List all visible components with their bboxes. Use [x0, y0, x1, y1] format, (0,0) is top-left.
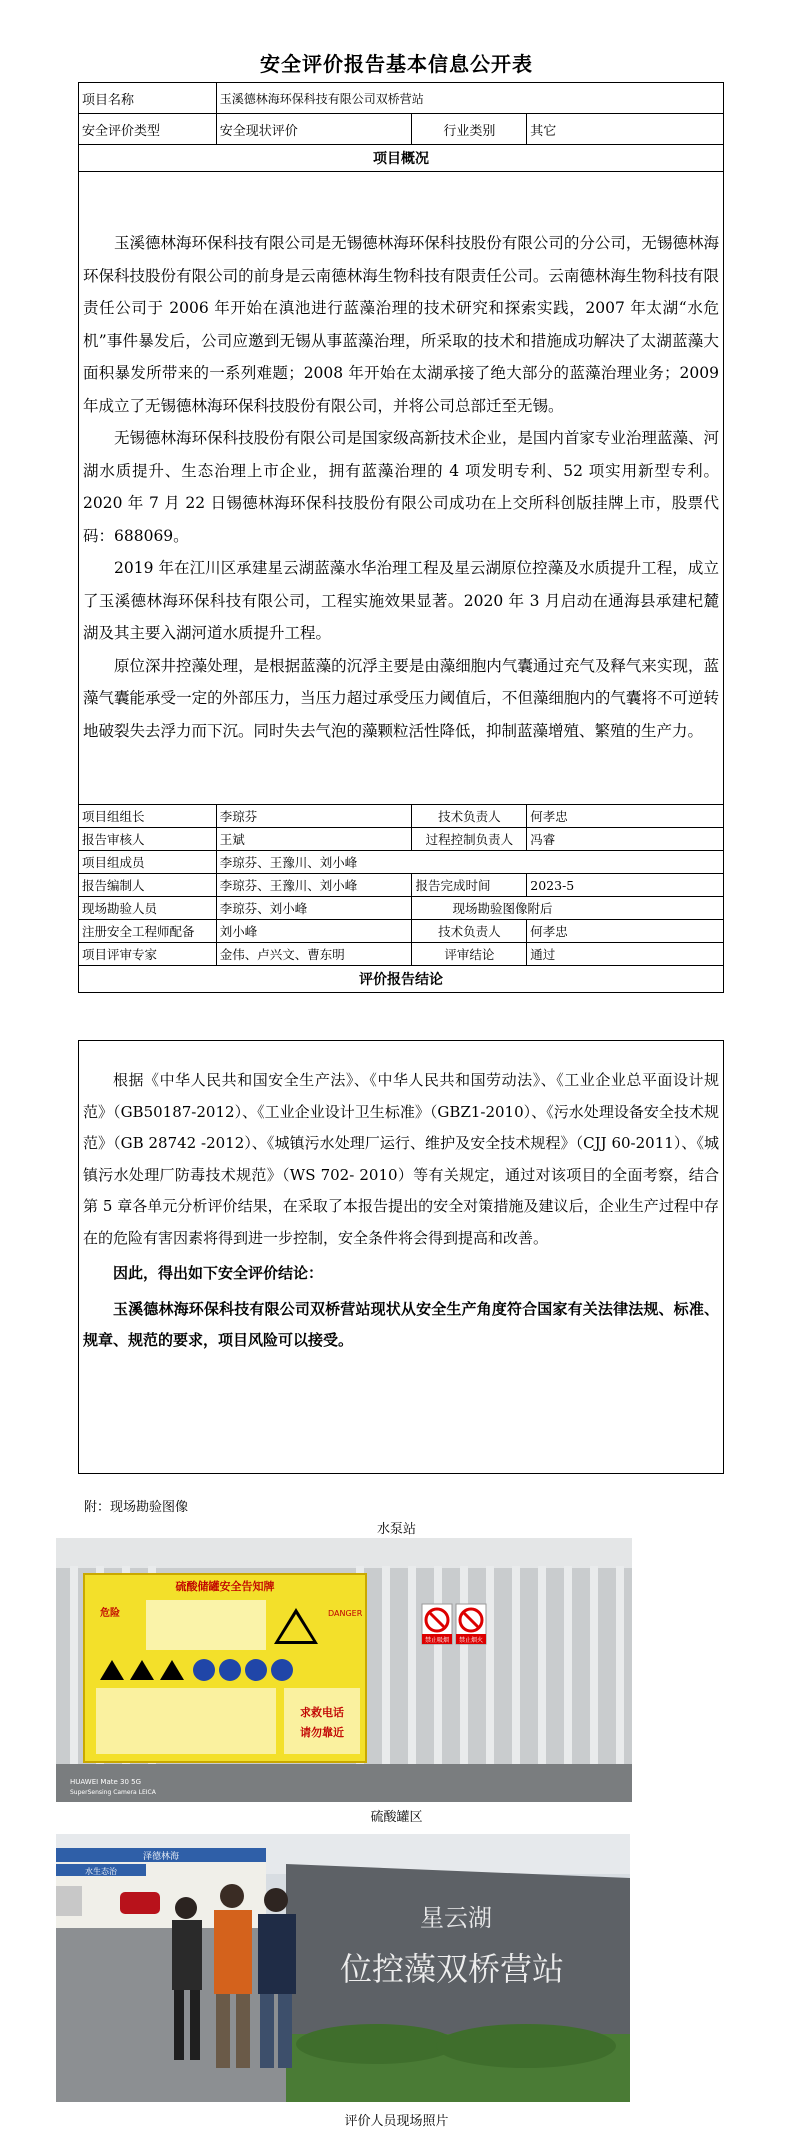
leader-label: 项目组组长 — [79, 805, 217, 828]
experts-label: 项目评审专家 — [79, 943, 217, 966]
wall-sign-text: 位控藻双桥营站 — [339, 1950, 565, 1988]
conclusion-value: 通过 — [527, 943, 724, 966]
camera-watermark-1: HUAWEI Mate 30 5G — [70, 1778, 142, 1786]
members-label: 项目组成员 — [79, 851, 217, 874]
members-value: 李琼芬、王豫川、刘小峰 — [216, 851, 723, 874]
survey-label: 现场勘验人员 — [79, 897, 217, 920]
overview-paragraph: 原位深井控藻处理，是根据蓝藻的沉浮主要是由藻细胞内气囊通过充气及释气来实现，蓝藻气囊能承受一定的外部压力，当压力超过承受压力阈值后，不但藻细胞内的气囊将不可逆转地破裂失去浮力而下沉。同时失去气泡的藻颗粒活性降低，抑制蓝藻增殖、繁殖的生产力。 — [83, 656, 719, 740]
overview-paragraph: 2019 年在江川区承建星云湖蓝藻水华治理工程及星云湖原位控藻及水质提升工程，成立了玉溪德林海环保科技有限公司，工程实施效果显著。2020 年 3 月启动在通海县承建杞麓湖及其主要入湖河道水质提升工程。 — [83, 559, 719, 642]
photo1-caption: 硫酸罐区 — [370, 1810, 423, 1825]
sign-left-word: 危险 — [100, 1608, 120, 1619]
no-smoking-text: 禁止吸烟 — [424, 1637, 450, 1644]
photo-acid-tank-image — [56, 1538, 632, 1802]
industry-label: 行业类别 — [412, 114, 527, 145]
writer-label: 报告编制人 — [79, 874, 217, 897]
annex-label: 附：现场勘验图像 — [84, 1500, 189, 1515]
date-label: 报告完成时间 — [412, 874, 527, 897]
sign-bottom-a: 求救电话 — [300, 1706, 344, 1719]
overview-paragraph: 无锡德林海环保科技股份有限公司是国家级高新技术企业，是国内首家专业治理蓝藻、河湖水质提升、生态治理上市企业，拥有蓝藻治理的 4 项发明专利、52 项实用新型专利。2020 年 7 月 22 日锡德林海环保科技股份有限公司成功在上交所科创版挂牌上市，股票代码：688069。 — [83, 429, 719, 545]
tech2-value: 何孝忠 — [527, 920, 724, 943]
industry-value: 其它 — [527, 114, 724, 145]
project-name-value: 玉溪德林海环保科技有限公司双桥营站 — [216, 83, 723, 114]
reviewer-value: 王斌 — [216, 828, 412, 851]
tech2-label: 技术负责人 — [412, 920, 527, 943]
conclusion-header: 评价报告结论 — [79, 966, 724, 993]
overview-paragraph: 玉溪德林海环保科技有限公司是无锡德林海环保科技股份有限公司的分公司，无锡德林海环保科技股份有限公司的前身是云南德林海生物科技有限责任公司。云南德林海生物科技有限责任公司于 2006 年开始在滇池进行蓝藻治理的技术研究和探索实践，2007 年太湖“水危机”事件暴发后，公司应邀到无锡从事蓝藻治理，所采取的技术和措施成功解决了太湖蓝藻大面积暴发所带来的一系列难题；2008 年开始在太湖承接了绝大部分的蓝藻治理业务；2009 年成立了无锡德林海环保科技股份有限公司，并将公司总部迁至无锡。 — [83, 234, 719, 415]
no-fire-text: 禁止烟火 — [458, 1637, 484, 1644]
tech-label: 技术负责人 — [412, 805, 527, 828]
process-value: 冯睿 — [527, 828, 724, 851]
photo-evaluators-image — [56, 1834, 630, 2102]
project-name-label: 项目名称 — [79, 83, 217, 114]
building-text: 泽德林海 — [142, 1852, 180, 1862]
banner-text: 星云湖 — [420, 1904, 492, 1932]
conclusion-lead: 因此，得出如下安全评价结论： — [113, 1264, 324, 1282]
process-label: 过程控制负责人 — [412, 828, 527, 851]
page-title: 安全评价报告基本信息公开表 — [260, 52, 533, 76]
sign-right-word: DANGER — [328, 1609, 363, 1618]
reviewer-label: 报告审核人 — [79, 828, 217, 851]
conclusion-label: 评审结论 — [412, 943, 527, 966]
leader-value: 李琼芬 — [216, 805, 412, 828]
eval-type-value: 安全现状评价 — [216, 114, 412, 145]
conclusion-paragraph: 根据《中华人民共和国安全生产法》、《中华人民共和国劳动法》、《工业企业总平面设计规范》（GB50187-2012）、《工业企业设计卫生标准》（GBZ1-2010）、《污水处理设备安全技术规范》（GB 28742 -2012）、《城镇污水处理厂运行、维护及安全技术规程》（CJJ 60-2011）、《城镇污水处理厂防毒技术规范》（WS 702- 2010）等有关规定，通过对该项目的全面考察，结合第 5 章各单元分析评价结果，在采取了本报告提出的安全对策措施及建议后，企业生产过程中存在的危险有害因素将得到进一步控制，安全条件将会得到提高和改善。 — [83, 1071, 719, 1247]
overview-header: 项目概况 — [79, 145, 724, 172]
info-table — [78, 82, 724, 993]
overview-content — [79, 172, 724, 805]
sign-bottom-b: 请勿靠近 — [300, 1726, 344, 1739]
photo-acid-tank — [56, 1538, 632, 1802]
tech-value: 何孝忠 — [527, 805, 724, 828]
engineer-value: 刘小峰 — [216, 920, 412, 943]
building-subtext: 水生态治 — [85, 1867, 117, 1876]
sign-title: 硫酸储罐安全告知牌 — [175, 1580, 275, 1593]
date-value: 2023-5 — [527, 874, 724, 897]
survey-img-label: 现场勘验图像附后 — [412, 897, 724, 920]
eval-type-label: 安全评价类型 — [79, 114, 217, 145]
photo2-caption: 评价人员现场照片 — [344, 2114, 449, 2129]
camera-watermark-2: SuperSensing Camera LEICA — [70, 1789, 156, 1796]
conclusion-statement: 玉溪德林海环保科技有限公司双桥营站现状从安全生产角度符合国家有关法律法规、标准、规章、规范的要求，项目风险可以接受。 — [83, 1299, 719, 1349]
photo1-title: 水泵站 — [376, 1522, 416, 1537]
photo-evaluators — [56, 1834, 630, 2102]
experts-value: 金伟、卢兴文、曹东明 — [216, 943, 412, 966]
conclusion-box — [78, 1040, 724, 1474]
engineer-label: 注册安全工程师配备 — [79, 920, 217, 943]
writer-value: 李琼芬、王豫川、刘小峰 — [216, 874, 412, 897]
survey-value: 李琼芬、刘小峰 — [216, 897, 412, 920]
